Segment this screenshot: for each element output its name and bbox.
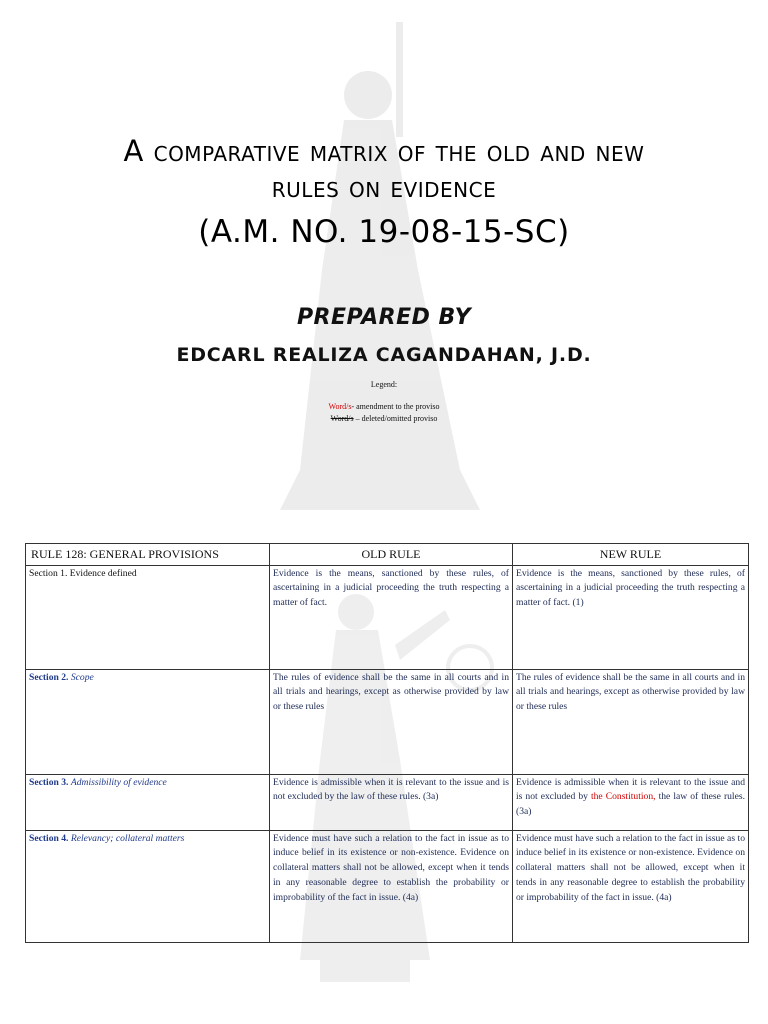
- legend-deleted: [0, 414, 768, 423]
- title-line-1: A comparative matrix of the old and new: [123, 134, 645, 168]
- prepared-by-label: PREPARED BY: [296, 305, 472, 330]
- section-number: Section 3.: [29, 776, 69, 788]
- old-rule-cell: Evidence is admissible when it is relevant to the issue and is not excluded by the law of these rules. (3a): [270, 774, 513, 830]
- new-rule-text: Evidence is admissible when it is relevant to the issue and is not excluded by: [516, 776, 745, 803]
- new-rule-cell: Evidence is the means, sanctioned by these rules, of ascertaining in a judicial proceeding the truth respecting a matter of fact. (1): [513, 565, 749, 669]
- legend-amendment-desc: - amendment to the proviso: [351, 402, 440, 411]
- old-rule-cell: Evidence must have such a relation to the fact in issue as to induce belief in its existence or non-existence. Evidence on collateral matters shall not be allowed, except when it tends in any reasonable degree to establish the probability or improbability of the fact in issue. (4a): [270, 830, 513, 942]
- section-cell: [26, 774, 270, 830]
- new-rule-cell: [513, 774, 749, 830]
- legend-amendment: [0, 402, 768, 411]
- header-rule-128: RULE 128: GENERAL PROVISIONS: [26, 544, 270, 566]
- section-number: Section 4.: [29, 832, 69, 844]
- section-cell: [26, 830, 270, 942]
- table-row: [26, 774, 749, 830]
- new-rule-text-cont: the law of these rules. (3a): [516, 791, 745, 818]
- old-rule-cell: Evidence is the means, sanctioned by these rules, of ascertaining in a judicial proceeding the truth respecting a matter of fact.: [270, 565, 513, 669]
- legend-deleted-desc: – deleted/omitted proviso: [353, 414, 438, 423]
- legend-deleted-word: Word/s: [330, 414, 354, 423]
- section-cell: [26, 565, 270, 669]
- section-cell: [26, 669, 270, 774]
- table-header-row: [26, 544, 749, 566]
- title-line-3: (A.M. NO. 19-08-15-SC): [198, 214, 570, 250]
- section-name: Relevancy; collateral matters: [70, 832, 185, 844]
- header-old-rule: OLD RULE: [270, 544, 513, 566]
- section-name: Scope: [70, 671, 94, 683]
- legend-title: Legend:: [370, 380, 398, 389]
- section-number: Section 2.: [29, 671, 69, 683]
- comparison-table: [25, 543, 749, 943]
- new-rule-cell: Evidence must have such a relation to the fact in issue as to induce belief in its existence or non-existence. Evidence on collateral matters shall not be allowed, except when it tends in any reasonable degree to establish the probability or improbability of the fact in issue. (4a): [513, 830, 749, 942]
- header-new-rule: NEW RULE: [513, 544, 749, 566]
- section-name: Admissibility of evidence: [70, 776, 167, 788]
- old-rule-cell: The rules of evidence shall be the same in all courts and in all trials and hearings, except as otherwise provided by law or these rules: [270, 669, 513, 774]
- table-row: [26, 669, 749, 774]
- legend-amendment-word: Word/s: [328, 402, 352, 411]
- amended-text: the Constitution,: [590, 791, 656, 803]
- title-line-2: rules on evidence: [271, 170, 497, 204]
- table-row: [26, 830, 749, 942]
- section-title: Section 1. Evidence defined: [29, 567, 137, 579]
- new-rule-cell: The rules of evidence shall be the same in all courts and in all trials and hearings, except as otherwise provided by law or these rules: [513, 669, 749, 774]
- table-row: [26, 565, 749, 669]
- author-name: EDCARL REALIZA CAGANDAHAN, J.D.: [176, 344, 592, 366]
